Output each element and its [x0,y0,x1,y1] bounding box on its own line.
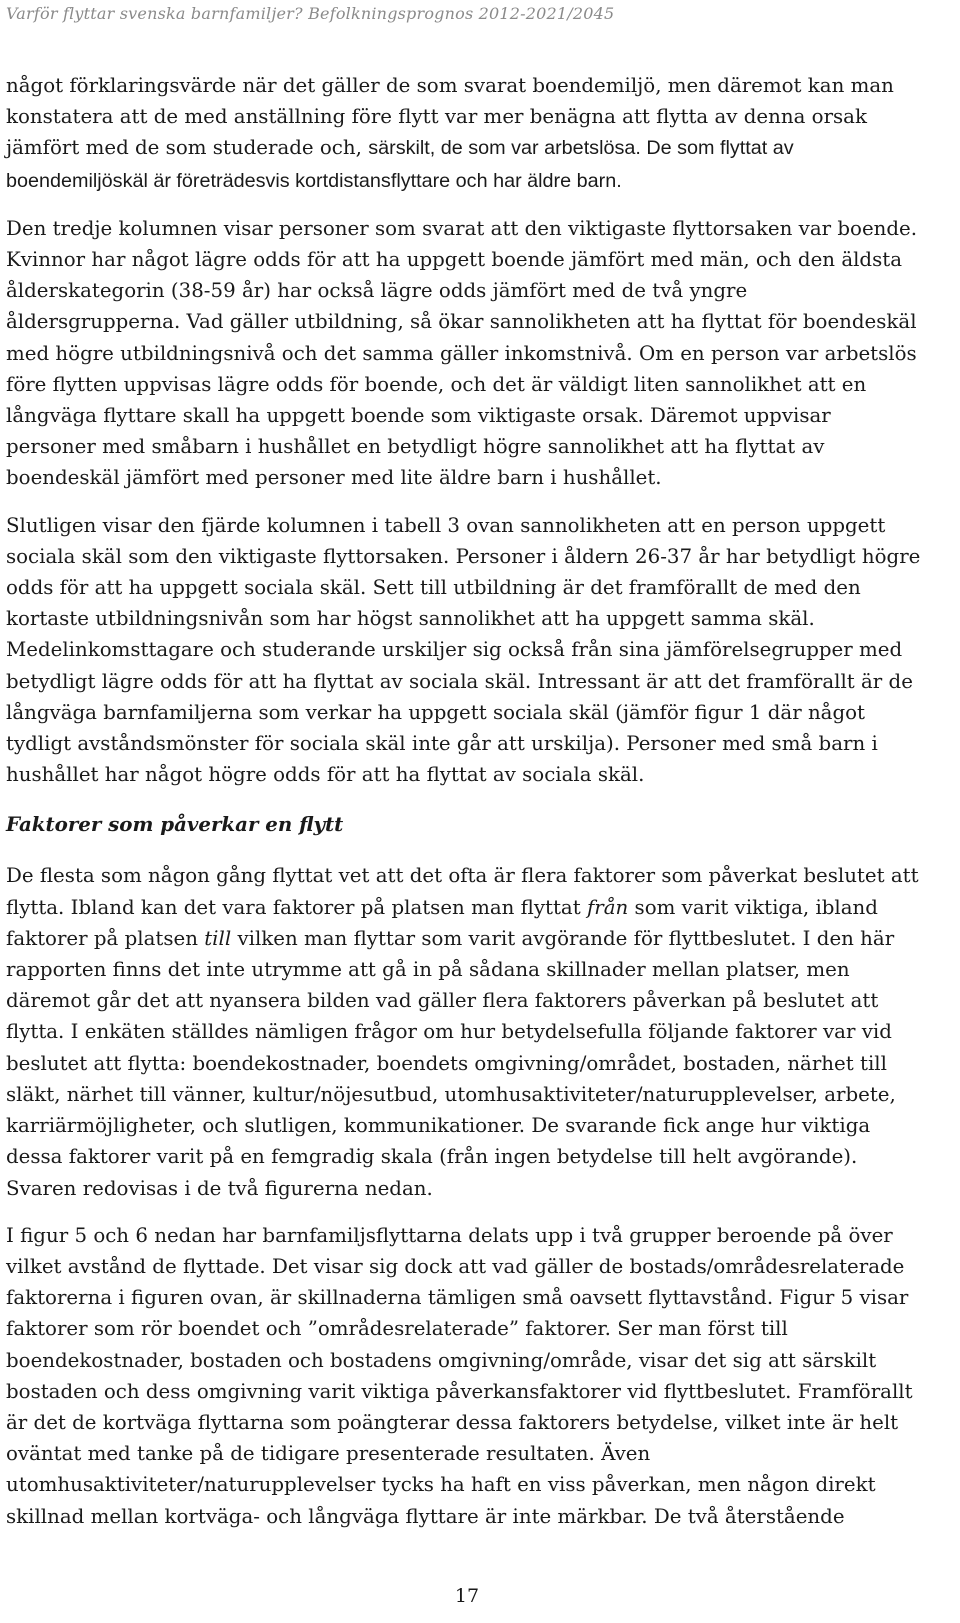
paragraph-text: som varit viktiga, ibland faktorer på platsen [6,895,878,950]
emphasis-fran: från [586,895,629,919]
section-heading: Faktorer som påverkar en flytt [6,812,344,837]
paragraph-boende: Den tredje kolumnen visar personer som svarat att den viktigaste flyttorsaken var boende. Kvinnor har något lägre odds för att ha uppgett boende jämfört med män, och den äldsta ålderskategorin (38-59 år) har också lägre odds jämfört med de två yngre åldersgrupperna. Vad gäller utbildning, så ökar sannolikheten att ha flyttat för boendeskäl med högre utbildningsnivå och det samma gäller inkomstnivå. Om en person var arbetslös före flytten uppvisas lägre odds för boende, och det är väldigt liten sannolikhet att en långväga flyttare skall ha uppgett boende som viktigaste orsak. Däremot uppvisar personer med småbarn i hushållet en betydligt högre sannolikhet att ha flyttat av boendeskäl jämfört med personer med lite äldre barn i hushållet. [6,216,918,490]
paragraph-text: något förklaringsvärde när det gäller de som svarat boendemiljö, men däremot kan man konstatera att de med anställning före flytt var mer benägna att flytta av denna orsak jämfört med de som studerade och, [6,74,894,160]
paragraph-faktorer [6,860,924,1203]
body-text [6,70,924,1532]
paragraph-text: vilken man flyttar som varit avgörande för flyttbeslutet. I den här rapporten finns det inte utrymme att gå in på sådana skillnader mellan platser, men däremot går det att nyansera bilden vad gäller flera faktorers påverkan på beslutet att flytta. I enkäten ställdes nämligen frågor om hur betydelsefulla följande faktorer var vid beslutet att flytta: boendekostnader, boendets omgivning/området, bostaden, närhet till släkt, närhet till vänner, kultur/nöjesutbud, utomhusaktiviteter/naturupplevelser, arbete, karriärmöjligheter, och slutligen, kommunikationer. De svarande fick ange hur viktiga dessa faktorer varit på en femgradig skala (från ingen betydelse till helt avgörande). Svaren redovisas i de två figurerna nedan. [6,926,896,1200]
paragraph-figur-5-6: I figur 5 och 6 nedan har barnfamiljsflyttarna delats upp i två grupper beroende på över vilket avstånd de flyttade. Det visar sig dock att vad gäller de bostads/områdesrelaterade faktorerna i figuren ovan, är skillnaderna tämligen små oavsett flyttavstånd. Figur 5 visar faktorer som rör boendet och ”områdesrelaterade” faktorer. Ser man först till boendekostnader, bostaden och bostadens omgivning/område, visar det sig att särskilt bostaden och dess omgivning varit viktiga påverkansfaktorer vid flyttbeslutet. Framförallt är det de kortväga flyttarna som poängterar dessa faktorers betydelse, vilket inte är helt oväntat med tanke på de tidigare presenterade resultaten. Även utomhusaktiviteter/naturupplevelser tycks ha haft en viss påverkan, men någon direkt skillnad mellan kortväga- och långväga flyttare är inte märkbar. De två återstående [6,1223,913,1528]
page-number: 17 [454,1585,480,1607]
paragraph-sociala-skal: Slutligen visar den fjärde kolumnen i tabell 3 ovan sannolikheten att en person uppgett sociala skäl som den viktigaste flyttorsaken. Personer i åldern 26-37 år har betydligt högre odds för att ha uppgett sociala skäl. Sett till utbildning är det framförallt de med den kortaste utbildningsnivån som har högst sannolikhet att ha uppgett samma skäl. Medelinkomsttagare och studerande urskiljer sig också från sina jämförelsegrupper med betydligt lägre odds för att ha flyttat av sociala skäl. Intressant är att det framförallt är de långväga barnfamiljerna som verkar ha uppgett sociala skäl (jämför figur 1 där något tydligt avståndsmönster för sociala skäl inte går att urskilja). Personer med små barn i hushållet har något högre odds för att ha flyttat av sociala skäl. [6,513,921,787]
paragraph-text: särskilt, de som var arbetslösa. De som flyttat av boendemiljöskäl är företrädesvis kortdistansflyttare och har äldre barn. [6,137,794,192]
paragraph-text: De flesta som någon gång flyttat vet att det ofta är flera faktorer som påverkat beslutet att flytta. Ibland kan det vara faktorer på platsen man flyttat [6,864,919,919]
running-header: Varför flyttar svenska barnfamiljer? Befolkningsprognos 2012-2021/2045 [6,4,615,23]
emphasis-till: till [204,926,232,950]
paragraph-boendemiljo [6,70,924,197]
